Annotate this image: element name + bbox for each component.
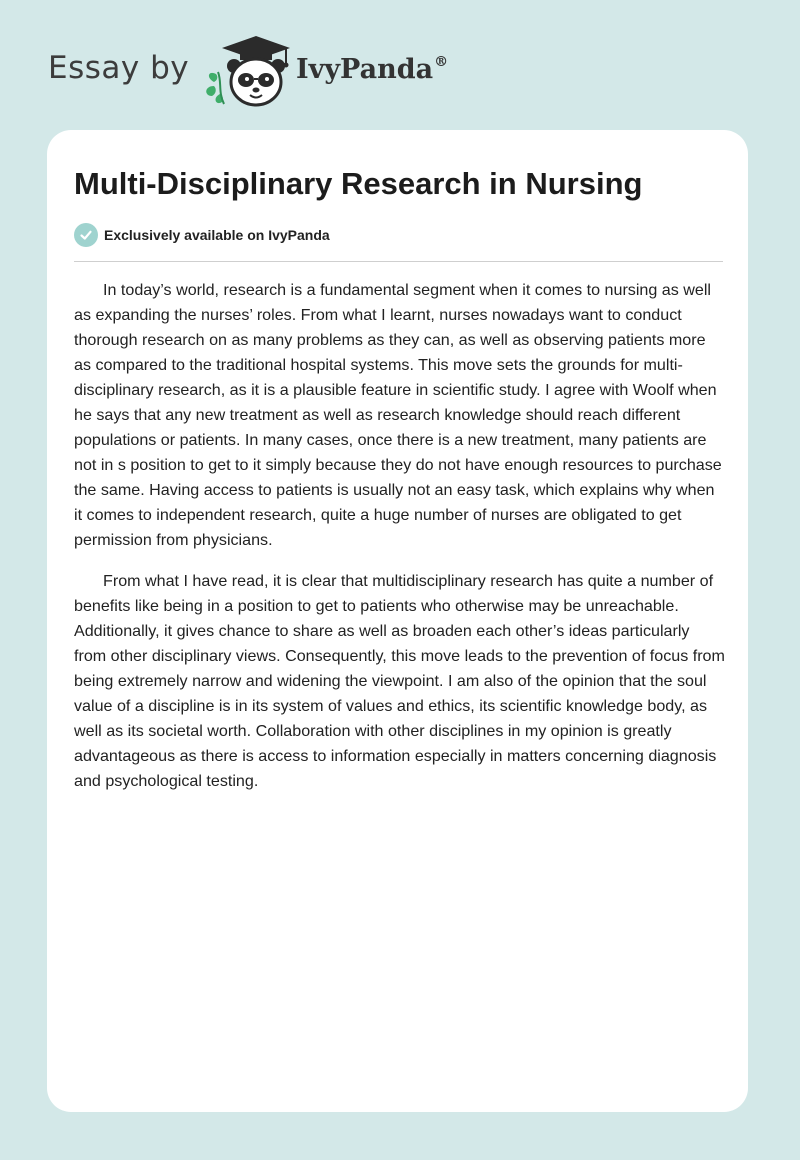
divider [74, 261, 723, 262]
registered-mark: ® [434, 54, 449, 70]
brand-prefix: Essay by [48, 50, 190, 86]
essay-card [47, 130, 748, 1112]
panda-graduate-icon [200, 34, 296, 110]
badge-text: Exclusively available on IvyPanda [104, 227, 330, 243]
paragraph: In today’s world, research is a fundamental segment when it comes to nursing as well as expanding the nurses’ roles. From what I learnt, nurses nowadays want to conduct thorough research on as many problems as they can, as well as observing patients more as compared to the traditional hospital systems. This move sets the grounds for multi-disciplinary research, as it is a plausible feature in scientific study. I agree with Woolf when he says that any new treatment as well as research knowledge should reach different populations or patients. In many cases, once there is a new treatment, many patients are not in s position to get to it simply because they do not have enough resources to purchase the same. Having access to patients is usually not an easy task, which explains why when it comes to independent research, quite a huge number of nurses are obligated to get permission from physicians. [74, 281, 722, 549]
brand-name-text: IvyPanda [296, 54, 434, 85]
exclusive-badge [74, 222, 330, 248]
ivy-leaf-icon [206, 72, 224, 104]
brand-name [296, 54, 448, 85]
essay-body [74, 278, 726, 810]
checkmark-icon [74, 223, 98, 247]
paragraph: From what I have read, it is clear that multidisciplinary research has quite a number of benefits like being in a position to get to patients who otherwise may be unreachable. Additionally, it gives chance to share as well as broaden each other’s ideas particularly from other disciplinary views. Consequently, this move leads to the prevention of focus from being extremely narrow and widening the viewpoint. I am also of the opinion that the soul value of a discipline is in its system of values and ethics, its scientific knowledge body, as well as its societal worth. Collaboration with other disciplines in my opinion is greatly advantageous as there is access to information especially in matters concerning diagnosis and psychological testing. [74, 572, 725, 790]
brand-header[interactable] [48, 30, 468, 110]
page-title: Multi-Disciplinary Research in Nursing [74, 166, 643, 201]
